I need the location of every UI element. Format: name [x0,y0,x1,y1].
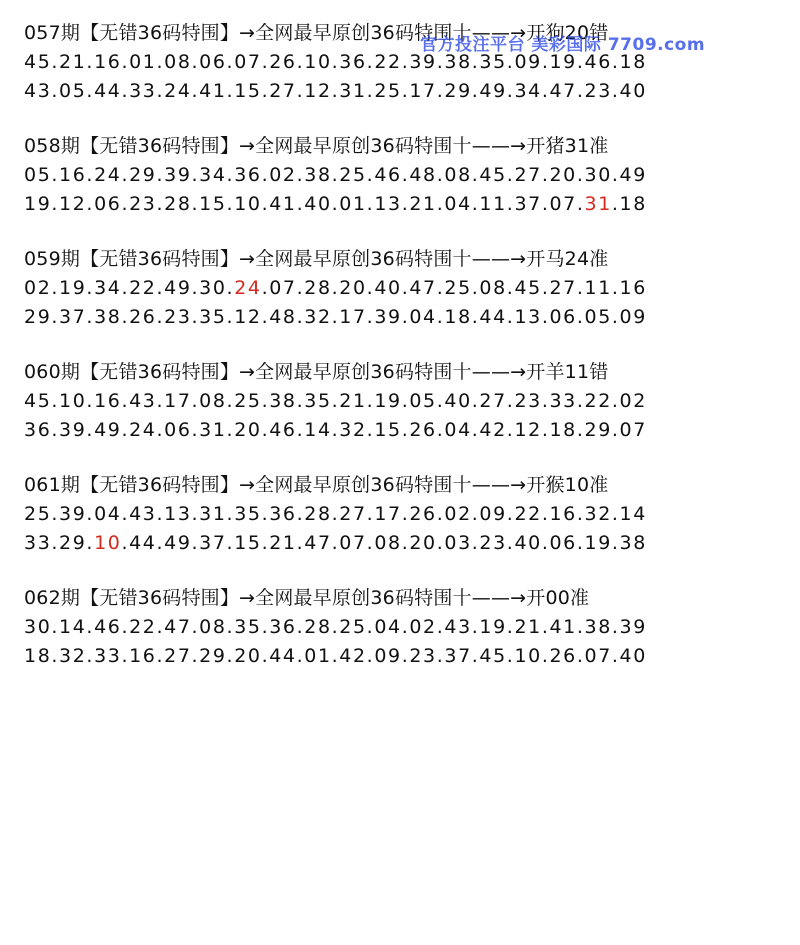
number-row: 43.05.44.33.24.41.15.27.12.31.25.17.29.49.34.47.23.40 [24,80,647,102]
number: 15 [234,532,262,554]
number: 33 [94,645,122,667]
number: 19 [374,390,402,412]
number: 16 [619,277,647,299]
number: 10 [304,51,332,73]
number: 12 [234,306,262,328]
number: 27 [164,645,192,667]
number: 49 [164,532,192,554]
number: 15 [234,80,262,102]
number: 20 [409,532,437,554]
hit-number: 10 [94,532,122,554]
number: 09 [479,503,507,525]
number: 22 [584,390,612,412]
number: 47 [164,616,192,638]
number: 44 [94,80,122,102]
period-block [24,470,794,558]
number: 24 [94,164,122,186]
number: 23 [409,645,437,667]
number: 01 [304,645,332,667]
number: 28 [304,616,332,638]
number: 03 [444,532,472,554]
number: 11 [584,277,612,299]
number: 39 [164,164,192,186]
watermark-text: 官方投注平台 美彩国际 7709.com [420,35,706,55]
number: 25 [374,80,402,102]
period-title: 058期【无错36码特围】→全网最早原创36码特围十——→开猪31准 [24,135,609,157]
number: 43 [129,503,157,525]
number: 34 [94,277,122,299]
number: 07 [339,532,367,554]
number: 29 [59,532,87,554]
number: 04 [374,616,402,638]
number: 31 [339,80,367,102]
number: 48 [269,306,297,328]
number: 10 [59,390,87,412]
number: 14 [304,419,332,441]
number: 09 [514,51,542,73]
number: 15 [374,419,402,441]
number: 43 [444,616,472,638]
number: 01 [129,51,157,73]
number: 25 [339,616,367,638]
number: 19 [549,51,577,73]
number: 23 [584,80,612,102]
number: 01 [339,193,367,215]
number: 08 [164,51,192,73]
number: 36 [339,51,367,73]
number: 10 [514,645,542,667]
number-row: 25.39.04.43.13.31.35.36.28.27.17.26.02.09.22.16.32.14 [24,503,647,525]
number: 29 [444,80,472,102]
number: 02 [444,503,472,525]
number: 40 [374,277,402,299]
number: 31 [199,503,227,525]
number: 17 [164,390,192,412]
period-block [24,357,794,445]
number: 39 [59,503,87,525]
number: 09 [374,645,402,667]
number: 02 [619,390,647,412]
number-row: 45.10.16.43.17.08.25.38.35.21.19.05.40.27.23.33.22.02 [24,390,647,412]
number: 22 [374,51,402,73]
number: 40 [444,390,472,412]
number: 07 [549,193,577,215]
number: 08 [444,164,472,186]
number: 33 [24,532,52,554]
number: 24 [164,80,192,102]
number: 24 [129,419,157,441]
number: 21 [59,51,87,73]
number: 18 [24,645,52,667]
number: 45 [24,51,52,73]
number: 49 [479,80,507,102]
number: 02 [269,164,297,186]
number: 18 [619,193,647,215]
number: 17 [374,503,402,525]
number-row: 30.14.46.22.47.08.35.36.28.25.04.02.43.19.21.41.38.39 [24,616,647,638]
number: 05 [59,80,87,102]
number: 23 [164,306,192,328]
number: 02 [24,277,52,299]
hit-number: 31 [584,193,612,215]
number: 27 [339,503,367,525]
number: 49 [619,164,647,186]
number: 22 [129,616,157,638]
number: 35 [234,616,262,638]
period-title: 061期【无错36码特围】→全网最早原创36码特围十——→开猴10准 [24,474,609,496]
number: 10 [234,193,262,215]
number-row: 05.16.24.29.39.34.36.02.38.25.46.48.08.45.27.20.30.49 [24,164,647,186]
number: 02 [409,616,437,638]
number-row: 18.32.33.16.27.29.20.44.01.42.09.23.37.45.10.26.07.40 [24,645,647,667]
number: 45 [24,390,52,412]
number: 18 [444,306,472,328]
number: 47 [304,532,332,554]
number: 29 [24,306,52,328]
number: 38 [269,390,297,412]
number: 07 [619,419,647,441]
number: 44 [129,532,157,554]
number: 27 [269,80,297,102]
number: 29 [129,164,157,186]
number: 34 [199,164,227,186]
number: 26 [269,51,297,73]
number: 41 [549,616,577,638]
number: 37 [199,532,227,554]
period-block [24,583,794,671]
number: 19 [584,532,612,554]
number: 11 [479,193,507,215]
number: 20 [234,645,262,667]
number: 48 [409,164,437,186]
hit-number: 24 [234,277,262,299]
number: 07 [234,51,262,73]
number: 04 [444,419,472,441]
number: 45 [479,645,507,667]
number-row: 19.12.06.23.28.15.10.41.40.01.13.21.04.11.37.07.31.18 [24,193,647,215]
number: 21 [269,532,297,554]
number: 06 [549,306,577,328]
number-row: 36.39.49.24.06.31.20.46.14.32.15.26.04.42.12.18.29.07 [24,419,647,441]
number-row: 02.19.34.22.49.30.24.07.28.20.40.47.25.08.45.27.11.16 [24,277,647,299]
number: 17 [339,306,367,328]
number: 23 [479,532,507,554]
number: 12 [304,80,332,102]
number: 38 [94,306,122,328]
number: 16 [94,51,122,73]
number: 22 [129,277,157,299]
number: 49 [164,277,192,299]
number: 49 [94,419,122,441]
number: 17 [409,80,437,102]
number: 04 [444,193,472,215]
number: 07 [584,645,612,667]
number: 43 [24,80,52,102]
number: 46 [584,51,612,73]
number: 18 [549,419,577,441]
number: 42 [479,419,507,441]
number: 08 [199,616,227,638]
number: 40 [514,532,542,554]
number: 08 [199,390,227,412]
number: 35 [479,51,507,73]
number: 12 [59,193,87,215]
number: 38 [304,164,332,186]
number: 28 [304,503,332,525]
number: 21 [339,390,367,412]
number: 39 [619,616,647,638]
number: 29 [584,419,612,441]
number-row: 29.37.38.26.23.35.12.48.32.17.39.04.18.44.13.06.05.09 [24,306,647,328]
number: 06 [549,532,577,554]
number: 36 [234,164,262,186]
number: 27 [479,390,507,412]
number: 44 [479,306,507,328]
period-block [24,131,794,219]
number: 40 [304,193,332,215]
number: 13 [374,193,402,215]
number: 27 [514,164,542,186]
number: 23 [129,193,157,215]
number: 35 [304,390,332,412]
number: 04 [409,306,437,328]
number: 26 [409,503,437,525]
number: 19 [479,616,507,638]
number: 09 [619,306,647,328]
number: 20 [234,419,262,441]
number: 36 [269,503,297,525]
number: 08 [374,532,402,554]
number: 14 [59,616,87,638]
number: 29 [199,645,227,667]
number: 36 [24,419,52,441]
number: 16 [94,390,122,412]
number: 47 [549,80,577,102]
number: 21 [514,616,542,638]
number: 42 [339,645,367,667]
number: 05 [409,390,437,412]
number: 12 [514,419,542,441]
number: 30 [24,616,52,638]
number: 45 [479,164,507,186]
number: 25 [444,277,472,299]
number: 13 [164,503,192,525]
number: 18 [619,51,647,73]
number: 28 [164,193,192,215]
number: 37 [59,306,87,328]
number: 36 [269,616,297,638]
number: 25 [24,503,52,525]
number: 44 [269,645,297,667]
number-row: 33.29.10.44.49.37.15.21.47.07.08.20.03.23.40.06.19.38 [24,532,647,554]
number: 28 [304,277,332,299]
number: 39 [59,419,87,441]
number: 37 [514,193,542,215]
number: 20 [549,164,577,186]
number: 16 [129,645,157,667]
number: 35 [199,306,227,328]
number: 38 [584,616,612,638]
number: 39 [409,51,437,73]
number: 32 [584,503,612,525]
number: 40 [619,645,647,667]
number: 46 [374,164,402,186]
number: 46 [269,419,297,441]
number: 32 [59,645,87,667]
number: 45 [514,277,542,299]
number: 47 [409,277,437,299]
period-title: 060期【无错36码特围】→全网最早原创36码特围十——→开羊11错 [24,361,609,383]
number: 40 [619,80,647,102]
number: 46 [94,616,122,638]
number: 06 [164,419,192,441]
number: 25 [339,164,367,186]
number: 41 [269,193,297,215]
number: 19 [59,277,87,299]
number: 38 [619,532,647,554]
number: 34 [514,80,542,102]
number: 19 [24,193,52,215]
number: 16 [549,503,577,525]
number: 39 [374,306,402,328]
number: 31 [199,419,227,441]
number: 25 [234,390,262,412]
number: 20 [339,277,367,299]
number: 06 [94,193,122,215]
number: 37 [444,645,472,667]
number: 38 [444,51,472,73]
number: 26 [549,645,577,667]
number: 05 [24,164,52,186]
prediction-list [24,18,794,696]
number: 43 [129,390,157,412]
number: 26 [129,306,157,328]
number: 30 [199,277,227,299]
number: 26 [409,419,437,441]
period-title: 059期【无错36码特围】→全网最早原创36码特围十——→开马24准 [24,248,609,270]
number: 32 [304,306,332,328]
number: 14 [619,503,647,525]
number: 30 [584,164,612,186]
number: 41 [199,80,227,102]
number: 32 [339,419,367,441]
number: 21 [409,193,437,215]
period-title: 057期【无错36码特围】→全网最早原创36码特围十——→开狗20错 [24,22,609,44]
number: 06 [199,51,227,73]
number: 13 [514,306,542,328]
number: 15 [199,193,227,215]
number: 16 [59,164,87,186]
number: 33 [129,80,157,102]
number: 27 [549,277,577,299]
number: 23 [514,390,542,412]
number: 04 [94,503,122,525]
number: 07 [269,277,297,299]
period-title: 062期【无错36码特围】→全网最早原创36码特围十——→开00准 [24,587,590,609]
number: 22 [514,503,542,525]
number: 33 [549,390,577,412]
number: 08 [479,277,507,299]
number: 05 [584,306,612,328]
period-block [24,244,794,332]
number-row: 45.21.16.01.08.06.07.26.10.36.22.39.38.35.09.19.46.18 [24,51,647,73]
number: 35 [234,503,262,525]
